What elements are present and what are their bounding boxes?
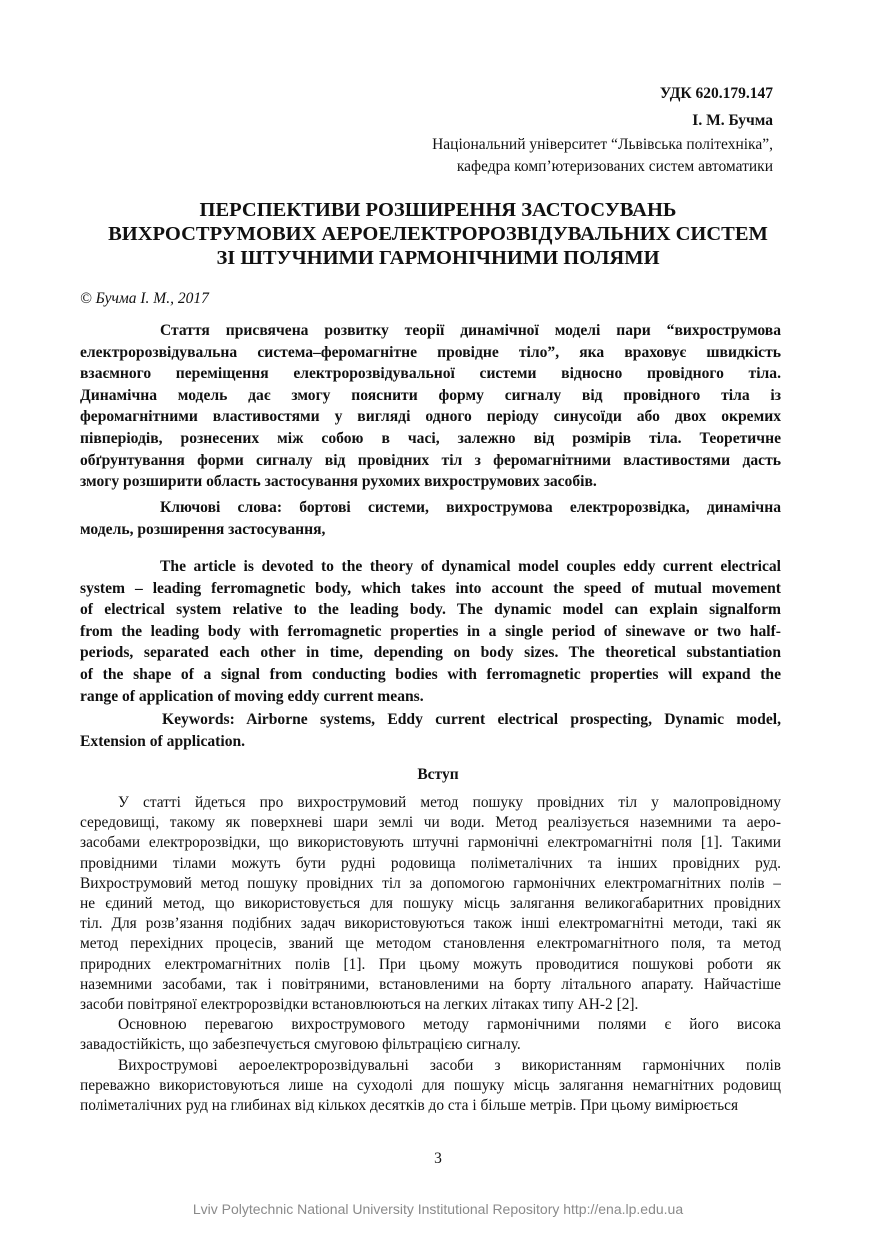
text-line: Keywords: Airborne systems, Eddy current electrical prospecting, Dynamic model, bbox=[162, 711, 781, 728]
text-line: модель, розширення застосування, bbox=[80, 520, 326, 538]
text-line: The article is devoted to the theory of dynamical model couples eddy current electrical bbox=[160, 558, 781, 575]
abstract-uk bbox=[80, 320, 781, 493]
text-line: system – leading ferromagnetic body, which takes into account the speed of mutual movement bbox=[80, 579, 781, 597]
text-line: переважно використовуються лише на суходолі для пошуку місць залягання немагнітних родовищ bbox=[80, 1076, 781, 1094]
text-line: Вихрострумовий метод пошуку провідних тіл за допомогою гармонічних електромагнітних полів – bbox=[80, 874, 781, 892]
text-line: Вихрострумові аероелектророзвідувальні засоби з використанням гармонічних полів bbox=[118, 1056, 781, 1074]
text-line: range of application of moving eddy current means. bbox=[80, 687, 424, 705]
text-line: завадостійкість, що забезпечується смуговою фільтрацією сигналу. bbox=[80, 1036, 521, 1054]
author-name: І. М. Бучма bbox=[692, 112, 773, 129]
copyright: © Бучма І. М., 2017 bbox=[80, 290, 209, 307]
affiliation-line: кафедра комп’ютеризованих систем автоматики bbox=[456, 157, 773, 175]
keywords-en bbox=[80, 709, 781, 752]
text-line: електророзвідувальна система–феромагнітне провідне тіло”, яка враховує швидкість bbox=[80, 343, 781, 361]
title-line: ЗІ ШТУЧНИМИ ГАРМОНІЧНИМИ ПОЛЯМИ bbox=[216, 247, 660, 269]
text-line: обґрунтування форми сигналу від провідних тіл з феромагнітними властивостями дасть bbox=[80, 451, 781, 469]
text-line: of electrical system relative to the leading body. The dynamic model can explain signalform bbox=[80, 601, 781, 619]
text-line: не єдиний метод, що використовується для пошуку місць залягання великогабаритних провідних bbox=[80, 895, 781, 913]
section-heading: Вступ bbox=[417, 766, 459, 783]
text-line: природних електромагнітних полів [1]. При цьому можуть проводитися пошукові роботи як bbox=[80, 955, 781, 973]
text-line: Динамічна модель дає змогу пояснити форму сигналу від провідного тіла із bbox=[80, 386, 781, 404]
body-text bbox=[80, 793, 781, 1116]
text-line: Ключові слова: бортові системи, вихрострумова електророзвідка, динамічна bbox=[160, 499, 781, 516]
page-number: 3 bbox=[434, 1150, 442, 1167]
text-line: засобами електророзвідки, що використовують штучні гармонічні електромагнітні поля [1]. Такими bbox=[80, 834, 781, 852]
text-line: тіл. Для розв’язання подібних задач використовуються також інші електромагнітні методи, такі як bbox=[80, 915, 781, 933]
text-line: змогу розширити область застосування рухомих вихрострумових засобів. bbox=[80, 473, 597, 491]
repository-footer: Lviv Polytechnic National University Institutional Repository http://ena.lp.edu.ua bbox=[192, 1201, 684, 1217]
text-line: Основною перевагою вихрострумового методу гармонічними полями є його висока bbox=[118, 1016, 781, 1034]
text-line: У статті йдеться про вихрострумовий метод пошуку провідних тіл у малопровідному bbox=[118, 794, 781, 811]
text-line: середовищі, такому як поверхневі шари землі чи води. Метод реалізується наземними та аеро- bbox=[80, 814, 781, 832]
title-line: ВИХРОСТРУМОВИХ АЕРОЕЛЕКТРОРОЗВІДУВАЛЬНИХ СИСТЕМ bbox=[108, 223, 768, 245]
udc-code: УДК 620.179.147 bbox=[659, 85, 773, 102]
text-line: Стаття присвячена розвитку теорії динамічної моделі пари “вихрострумова bbox=[160, 322, 781, 339]
text-line: наземними засобами, так і повітряними, встановленими на борту літального апарату. Найчастіше bbox=[80, 975, 781, 993]
paragraph bbox=[80, 1015, 781, 1055]
paragraph bbox=[80, 793, 781, 1015]
keywords-uk bbox=[80, 497, 781, 540]
text-line: from the leading body with ferromagnetic properties in a single period of sinewave or two half- bbox=[80, 622, 781, 640]
text-line: засоби повітряної електророзвідки встановлюються на легких літаках типу АН-2 [2]. bbox=[80, 996, 639, 1014]
abstract-en bbox=[80, 556, 781, 707]
text-line: Extension of application. bbox=[80, 732, 246, 750]
text-line: of the shape of a signal from conducting bodies with ferromagnetic properties will expand the bbox=[80, 665, 781, 683]
text-line: півперіодів, рознесених між собою в часі, залежно від розмірів тіла. Теоретичне bbox=[80, 429, 781, 447]
affiliation-line: Національний університет “Львівська політехніка”, bbox=[432, 136, 773, 153]
text-line: феромагнітними властивостями у вигляді одного періоду синусоїди або двох окремих bbox=[80, 408, 781, 426]
text-line: провідними тілами можуть бути рудні родовища поліметалічних та інших провідних руд. bbox=[80, 854, 781, 872]
page-title bbox=[0, 198, 876, 270]
paragraph bbox=[80, 1056, 781, 1117]
text-line: метод перехідних процесів, званий ще методом становлення електромагнітного поля, та метод bbox=[80, 935, 781, 953]
text-line: periods, separated each other in time, depending on body sizes. The theoretical substantiation bbox=[80, 644, 781, 662]
text-line: взаємного переміщення електророзвідувальної системи відносно провідного тіла. bbox=[80, 365, 781, 383]
text-line: поліметалічних руд на глибинах від кількох десятків до ста і більше метрів. При цьому вимірюється bbox=[80, 1097, 739, 1115]
affiliation bbox=[432, 134, 773, 177]
title-line: ПЕРСПЕКТИВИ РОЗШИРЕННЯ ЗАСТОСУВАНЬ bbox=[199, 199, 677, 221]
